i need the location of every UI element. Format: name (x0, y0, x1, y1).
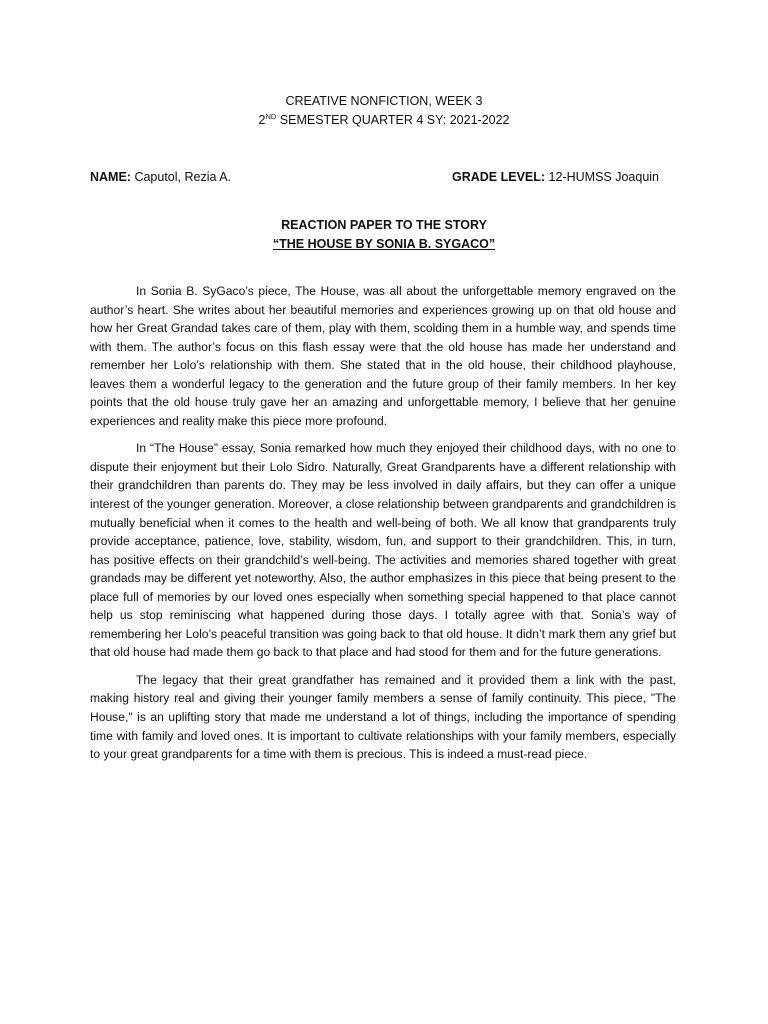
document-title: CREATIVE NONFICTION, WEEK 3 (285, 94, 483, 108)
grade-label: GRADE LEVEL: (452, 170, 546, 184)
name-value: Caputol, Rezia A. (130, 170, 232, 184)
grade-level (452, 169, 659, 186)
paragraph: In “The House” essay, Sonia remarked how much they enjoyed their childhood days, with no one to dispute their enjoyment but their Lolo Sidro. Naturally, Great Grandparents have a different relationship with their grandchildren than parents do. They may be less involved in daily affairs, but they can offer a unique interest of the younger generation. Moreover, a close relationship between grandparents and grandchildren is mutually beneficial when it comes to the health and well-being of both. We all know that grandparents truly provide acceptance, patience, love, stability, wisdom, fun, and support to their grandchildren. This, in turn, has positive effects on their grandchild’s well-being. The activities and memories shared together with great grandads may be different yet noteworthy. Also, the author emphasizes in this piece that being present to the place full of memories by our loved ones especially when something special happened to that place cannot help us stop reminiscing what happened during those days. I totally agree with that. Sonia’s way of remembering her Lolo’s peaceful transition was going back to that old house. It didn’t mark them any grief but that old house had made them go back to that place and had stood for them and for the future generations. (90, 441, 676, 660)
story-title: “THE HOUSE BY SONIA B. SYGACO” (272, 237, 496, 251)
grade-value: 12-HUMSS Joaquin (545, 170, 660, 184)
student-name (90, 169, 231, 186)
semester-text: SEMESTER QUARTER 4 SY: 2021-2022 (276, 113, 510, 127)
paper-subheading (0, 236, 768, 253)
semester-number: 2 (258, 113, 266, 127)
semester-line (0, 112, 768, 129)
semester-ordinal-suffix: ND (265, 111, 277, 121)
essay-body (90, 282, 676, 773)
paragraph: In Sonia B. SyGaco’s piece, The House, was all about the unforgettable memory engraved on the author’s heart. She writes about her beautiful memories and experiences growing up on that old house and how her Great Grandad takes care of them, play with them, scolding them in a humble way, and spends time with them. The author’s focus on this flash essay were that the old house has made her understand and remember her Lolo’s relationship with them. She stated that in the old house, their childhood playhouse, leaves them a wonderful legacy to the generation and the future group of their family members. In her key points that the old house truly gave her an amazing and unforgettable memory, I believe that her genuine experiences and reality make this piece more profound. (90, 284, 676, 428)
paragraph: The legacy that their great grandfather has remained and it provided them a link with the past, making history real and giving their younger family members a sense of family continuity. This piece, "The House," is an uplifting story that made me understand a lot of things, including the importance of spending time with family and loved ones. It is important to cultivate relationships with your family members, especially to your great grandparents for a time with them is precious. This is indeed a must-read piece. (90, 672, 676, 762)
name-label: NAME: (90, 170, 131, 184)
paper-heading: REACTION PAPER TO THE STORY (281, 218, 487, 232)
